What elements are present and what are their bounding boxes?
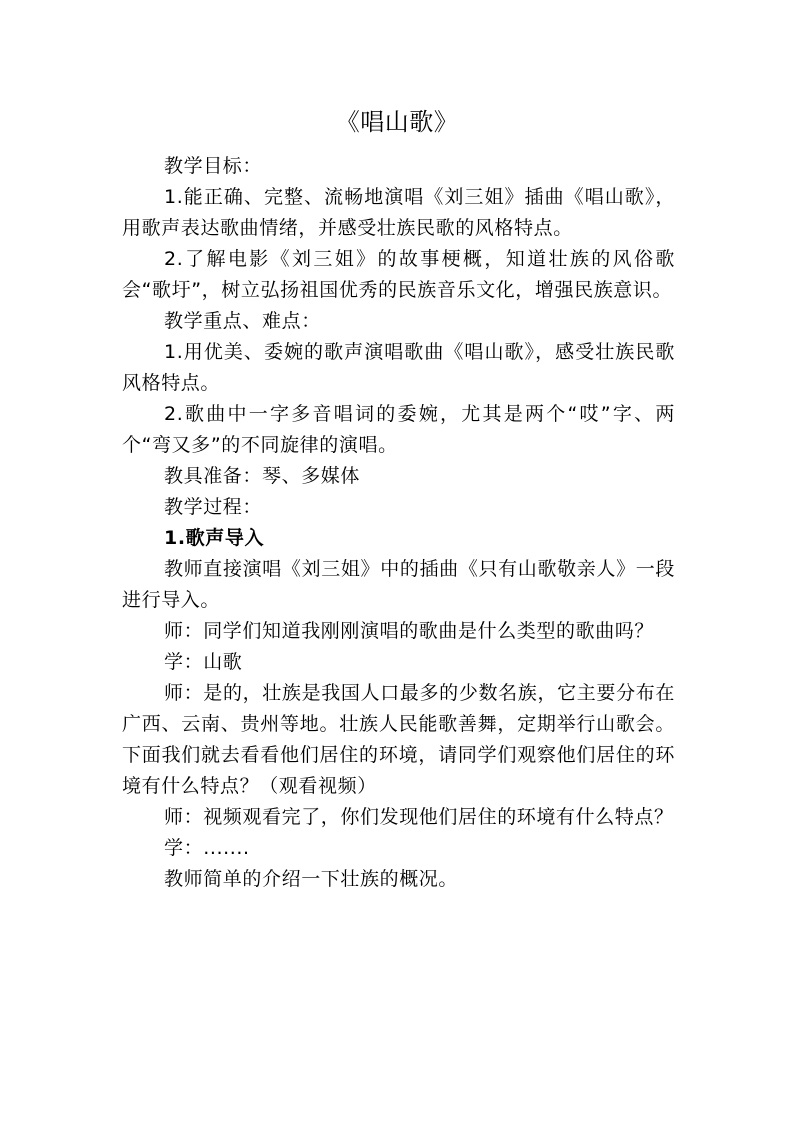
paragraph-student-answer-2: 学：....... xyxy=(164,837,250,859)
paragraph-section-song-intro: 1.歌声导入 xyxy=(164,527,265,549)
paragraph-teacher-explanation: 师：是的，壮族是我国人口最多的少数名族，它主要分布在广西、云南、贵州等地。壮族人民能歌善舞，定期举行山歌会。下面我们就去看看他们居住的环境，请同学们观察他们居住的环境有什么特点？（观看视频） xyxy=(122,682,675,797)
paragraph-teacher-sings: 教师直接演唱《刘三姐》中的插曲《只有山歌敬亲人》一段进行导入。 xyxy=(122,558,675,611)
paragraph-key-point-1: 1.用优美、委婉的歌声演唱歌曲《唱山歌》，感受壮族民歌风格特点。 xyxy=(122,341,675,394)
paragraph-process-heading: 教学过程： xyxy=(164,496,263,518)
paragraph-teaching-aids: 教具准备：琴、多媒体 xyxy=(164,465,361,487)
paragraph-key-points-heading: 教学重点、难点： xyxy=(164,310,321,332)
paragraph-teacher-intro-zhuang: 教师简单的介绍一下壮族的概况。 xyxy=(164,868,459,890)
paragraph-key-point-2: 2.歌曲中一字多音唱词的委婉，尤其是两个“哎”字、两个“弯又多”的不同旋律的演唱。 xyxy=(122,403,675,456)
paragraph-teacher-question-1: 师：同学们知道我刚刚演唱的歌曲是什么类型的歌曲吗？ xyxy=(164,620,655,642)
paragraph-teacher-question-2: 师：视频观看完了，你们发现他们居住的环境有什么特点？ xyxy=(164,806,674,828)
paragraph-objectives-heading: 教学目标： xyxy=(164,155,263,177)
paragraph-objective-1: 1.能正确、完整、流畅地演唱《刘三姐》插曲《唱山歌》，用歌声表达歌曲情绪，并感受壮族民歌的风格特点。 xyxy=(122,186,675,239)
paragraph-objective-2: 2.了解电影《刘三姐》的故事梗概，知道壮族的风俗歌会“歌圩”，树立弘扬祖国优秀的民族音乐文化，增强民族意识。 xyxy=(122,248,675,301)
document-title: 《唱山歌》 xyxy=(335,108,459,136)
document-body xyxy=(122,151,675,895)
paragraph-student-answer-1: 学：山歌 xyxy=(164,651,243,673)
